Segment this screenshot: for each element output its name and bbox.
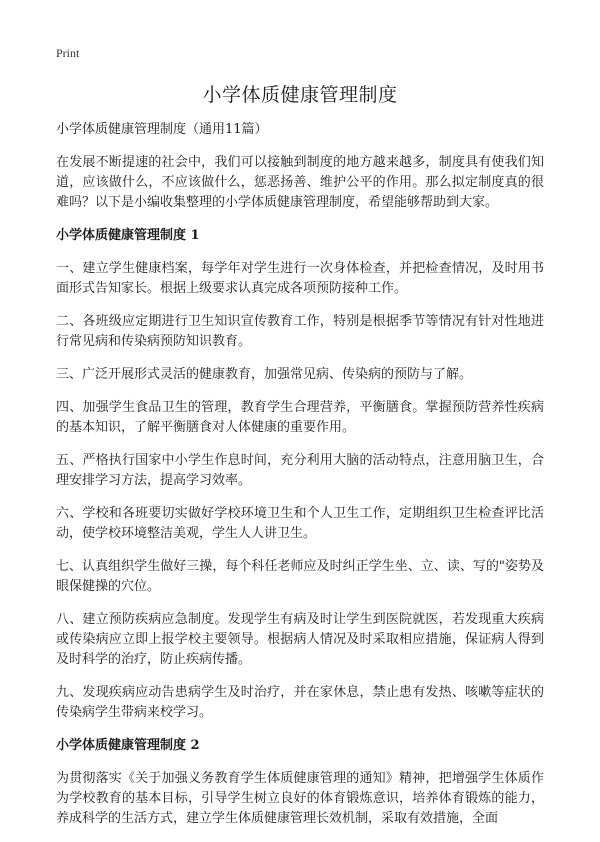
section-1-paragraph-2: 二、各班级应定期进行卫生知识宣传教育工作，特别是根据季节等情况有针对性地进行常见病和传染病预防知识教育。 bbox=[56, 314, 544, 349]
section-1-paragraph-3: 三、广泛开展形式灵活的健康教育，加强常见病、传染病的预防与了解。 bbox=[56, 367, 473, 382]
document-title: 小学体质健康管理制度 bbox=[202, 84, 398, 106]
print-link[interactable]: Print bbox=[56, 46, 80, 60]
intro-paragraph: 在发展不断提速的社会中，我们可以接触到制度的地方越来越多，制度具有使我们知道，应该做什么，不应该做什么，惩恶扬善、维护公平的作用。那么拟定制度真的很难吗？以下是小编收集整理的小学体质健康管理制度，希望能够帮助到大家。 bbox=[56, 155, 544, 210]
document-body bbox=[56, 120, 544, 842]
section-1-paragraph-5: 五、严格执行国家中小学生作息时间，充分利用大脑的活动特点，注意用脑卫生，合理安排学习方法，提高学习效率。 bbox=[56, 453, 544, 488]
section-1-paragraph-7: 七、认真组织学生做好三操，每个科任老师应及时纠正学生坐、立、读、写的"姿势及眼保健操的穴位。 bbox=[56, 559, 544, 594]
section-heading-2: 小学体质健康管理制度 2 bbox=[56, 738, 200, 753]
section-1-paragraph-9: 九、发现疾病应动告患病学生及时治疗，并在家休息，禁止患有发热、咳嗽等症状的传染病学生带病来校学习。 bbox=[56, 685, 544, 720]
section-1-paragraph-4: 四、加强学生食品卫生的管理，教育学生合理营养，平衡膳食。掌握预防营养性疾病的基本知识，了解平衡膳食对人体健康的重要作用。 bbox=[56, 400, 544, 435]
section-2-paragraph-1: 为贯彻落实《关于加强义务教育学生体质健康管理的通知》精神，把增强学生体质作为学校教育的基本目标，引导学生树立良好的体育锻炼意识，培养体育锻炼的能力，养成科学的生活方式，建立学生体质健康管理长效机制，采取有效措施，全面 bbox=[56, 771, 544, 826]
section-1-paragraph-6: 六、学校和各班要切实做好学校环境卫生和个人卫生工作，定期组织卫生检查评比活动，使学校环境整洁美观，学生人人讲卫生。 bbox=[56, 506, 544, 541]
document-subtitle: 小学体质健康管理制度（通用11篇） bbox=[56, 122, 268, 137]
section-heading-1: 小学体质健康管理制度 1 bbox=[56, 228, 200, 243]
section-1-paragraph-8: 八、建立预防疾病应急制度。发现学生有病及时让学生到医院就医，若发现重大疾病或传染病应立即上报学校主要领导。根据病人情况及时采取相应措施，保证病人得到及时科学的治疗，防止疾病传播。 bbox=[56, 612, 544, 667]
section-1-paragraph-1: 一、建立学生健康档案，每学年对学生进行一次身体检查，并把检查情况，及时用书面形式告知家长。根据上级要求认真完成各项预防接种工作。 bbox=[56, 261, 544, 296]
